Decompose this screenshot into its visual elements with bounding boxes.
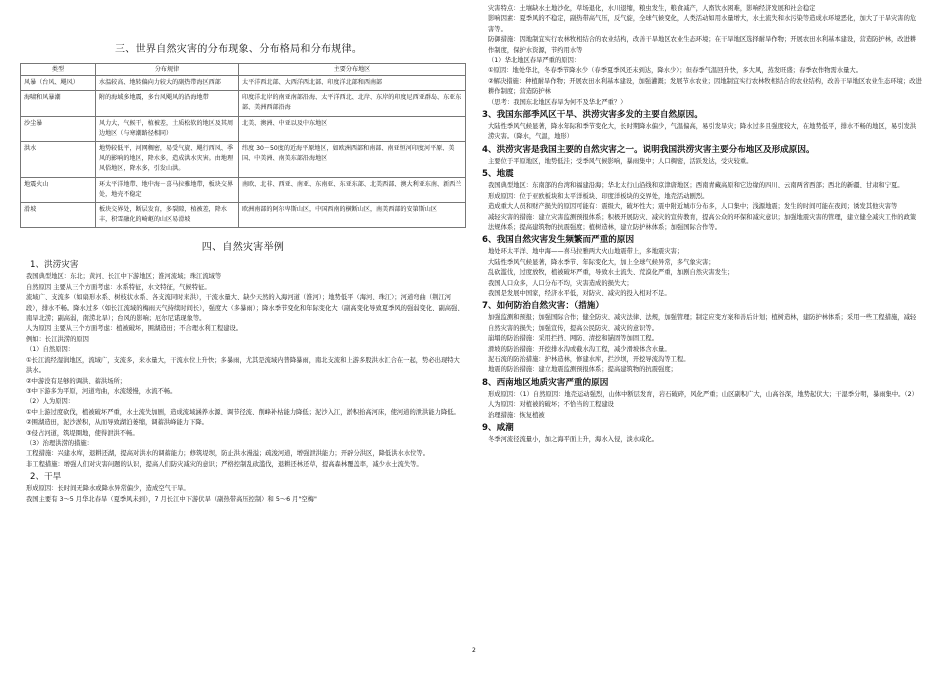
table-cell: 地震火山 bbox=[21, 177, 96, 202]
paragraph: 我国典型地区：东南部的台湾和福建沿海；华北太行山沿线和京津唐地区；西南青藏高原和它边缘的四川、云南两省西部；西北的新疆、甘肃和宁夏。 bbox=[488, 182, 904, 190]
table-cell: 水温较高、地转偏向力较大的副热带海区西部 bbox=[96, 76, 239, 91]
table-cell: 洪水 bbox=[21, 142, 96, 178]
paragraph: ①中上游过度砍伐，植被破坏严重，水土流失加剧，造成流域涵养水源、调节径流、削峰补枯能力降低；泥沙入江，淤积抬高河床，使河道的泄洪能力降低。 bbox=[26, 408, 460, 416]
table-header-type: 类型 bbox=[21, 64, 96, 76]
paragraph: 主要位于平原地区，地势低洼；受季风气候影响，暴雨集中；人口稠密，活跃发达，受灾较重。 bbox=[488, 157, 753, 165]
heading-8: 8、西南地区地质灾害严重的原因 bbox=[482, 377, 609, 388]
disaster-distribution-table bbox=[20, 63, 466, 228]
section4-title: 四、自然灾害举例 bbox=[201, 242, 285, 254]
paragraph: 我国主要有 3～5 月华北春旱（夏季风未到），7 月长江中下游伏旱（副热带高压控制）和 5～6 月"空梅" bbox=[26, 495, 317, 503]
paragraph: ②解决措施：种植耐旱作物；开展农田水利基本建设，加强灌溉；发展节水农业；因地制宜实行农林牧相结合的农业结构，改善干旱地区农业生态环境；改进耕作制度；营造防护林 bbox=[488, 77, 922, 96]
table-cell: 印度洋北岸的南亚南部沿海、太平洋西北、北岸、东岸的印度尼西亚群岛、东亚东部、美洲西部沿海 bbox=[239, 91, 466, 116]
left-column bbox=[20, 38, 466, 505]
paragraph: 地震的防治措施：建立地震监测预报体系；提高建筑物的抗震强度； bbox=[488, 366, 677, 374]
table-cell: 南欧、北非、西亚、南亚、东南亚、东亚东部、北美西部、澳大利亚东南、新西兰 bbox=[239, 177, 466, 202]
paragraph: 泥石流的防治措施：护林造林，修建水库，拦沙坝，开挖导流沟等工程。 bbox=[488, 355, 690, 363]
table-cell: 北美、澳洲、中亚以及中东地区 bbox=[239, 116, 466, 141]
heading-9: 9、咸潮 bbox=[482, 423, 514, 433]
sub-heading: （1）华北地区春旱严重的原因： bbox=[488, 57, 581, 65]
heading-4: 4、洪涝灾害是我国主要的自然灾害之一。说明我国洪涝灾害主要分布地区及形成原因。 bbox=[482, 144, 815, 155]
heading-6: 6、我国自然灾害发生频繁而严重的原因 bbox=[482, 235, 635, 246]
paragraph: 例如：长江洪涝的原因 bbox=[26, 335, 89, 343]
paragraph: 我国典型地区：东北；黄河、长江中下游地区；淮河流域；珠江流域等 bbox=[26, 273, 222, 281]
paragraph: 灾害特点：土壤缺水土地沙化，草场退化，水川退缩，粮虫发生，粮食减产，人畜饮水困难，影响经济发展和社会稳定 bbox=[488, 5, 816, 12]
table-header-region: 主要分布地区 bbox=[239, 64, 466, 76]
table-row bbox=[21, 76, 466, 91]
table-cell: 风力大，气候干，植被差，土质松软的地区及其周边地区（与寒潮路径相同） bbox=[96, 116, 239, 141]
paragraph: 形成原因：长时间无降水或降水异常偏少，造成空气干旱。 bbox=[26, 485, 190, 493]
paragraph: ①原因：地处华北，冬春季节降水少（春季夏季风还未到达，降水少）；但春季气温回升快，多大风，蒸发旺盛；春季农作物需水量大。 bbox=[488, 67, 863, 75]
table-row bbox=[21, 177, 466, 202]
table-row bbox=[21, 116, 466, 141]
heading-5: 5、地震 bbox=[482, 169, 514, 180]
right-column bbox=[482, 4, 922, 445]
paragraph: 加强监测和预报；加强国际合作；健全防灾、减灾法律、法规，加强管理；制定应变方案和善后计划；植树造林，建防护林体系；采用一些工程措施，减轻自然灾害的损失；加强宣传，提高公民防灾、减灾的意识等。 bbox=[488, 314, 917, 332]
paragraph: 减轻灾害的措施：建立灾害监测预报体系；积极开展防灾、减灾的宣传教育，提高公众的环保和减灾意识；加强地震灾害的管理，建立健全减灾工作的政策法规体系；提高建筑物的抗震强度；植树造林，建立防护林体系；加强国际合作等。 bbox=[488, 213, 917, 231]
table-cell: 滑坡 bbox=[21, 203, 96, 228]
paragraph: 影响因素：夏季风的不稳定，副热带高气压，反气旋，全球气候变化，人类活动如用水量增大，水土流失和水污染等造成水环境恶化，加大了干旱灾害的危害等。 bbox=[488, 15, 917, 33]
paragraph: （思考：我国东北地区春旱为何不及华北严重？） bbox=[488, 98, 627, 106]
paragraph: 自然原因 主要从三个方面考虑：水系特征，水文特征，气候特征。 bbox=[26, 283, 211, 291]
heading-7: 7、如何防治自然灾害：（措施） bbox=[482, 301, 604, 312]
paragraph: 治理措施：恢复植被 bbox=[488, 411, 545, 419]
table-row bbox=[21, 142, 466, 178]
flood-heading: 1、洪涝灾害 bbox=[30, 260, 79, 271]
table-cell: 环太平洋地带、地中海－喜马拉雅地带，板块交界处，地壳不稳定 bbox=[96, 177, 239, 202]
paragraph: 大陆性季风气候显著，降水季节、年际变化大，加上全球气候异常，多气象灾害； bbox=[488, 258, 715, 266]
paragraph: 崩塌的防治措施：采用拦挡、网防、清挖和锚固等加固工程。 bbox=[488, 335, 659, 343]
paragraph: 工程措施：兴建水库，退耕还湖，提高对洪水的调蓄能力；修筑堤坝，防止洪水漫溢；疏浚河道，增强泄洪能力；开辟分洪区，降低洪水水位等。 bbox=[26, 450, 429, 458]
paragraph: 形成原因：位于亚欧板块和太平洋板块、印度洋板块的交界处，地壳活动剧烈。 bbox=[488, 192, 709, 200]
drought-heading: 2、干旱 bbox=[30, 472, 62, 483]
paragraph: （1）自然原因： bbox=[26, 346, 75, 354]
section3-title: 三、世界自然灾害的分布现象、分布格局和分布规律。 bbox=[115, 44, 363, 55]
table-cell: 欧洲南部的阿尔卑斯山区，中国西南的横断山区，南美西部的安第斯山区 bbox=[239, 203, 466, 228]
table-cell: 沙尘暴 bbox=[21, 116, 96, 141]
table-cell: 附的海域多地震，多台风飓风的沿海地带 bbox=[96, 91, 239, 116]
table-row bbox=[21, 203, 466, 228]
paragraph: 滑坡的防治措施：开挖排水沟或截水沟工程，减少滑坡体含水量。 bbox=[488, 345, 671, 353]
table-cell: 地势较低平，河网稠密，易受气旋、飓行西风、季风的影响的地区，降水多，造成洪水灾害。由地理风俗地区，降水多，引发山洪。 bbox=[96, 142, 239, 178]
paragraph: 冬季河流径流量小，加之海平面上升，海水入侵，淡水咸化。 bbox=[488, 436, 659, 443]
paragraph: （2）人为原因： bbox=[26, 398, 75, 406]
paragraph: 乱砍滥伐，过度放牧，植被破坏严重，导致水土流失、荒漠化严重，加剧自然灾害发生； bbox=[488, 269, 734, 277]
table-cell: 海啸和风暴潮 bbox=[21, 91, 96, 116]
table-row bbox=[21, 91, 466, 116]
paragraph: ③中下游多为平原，河道弯曲，水流缓慢，水流不畅。 bbox=[26, 387, 177, 395]
paragraph: ②中游没有足够的调洪、蓄洪场所； bbox=[26, 377, 127, 385]
paragraph: 我国人口众多，人口分布不均，灾害造成的损失大； bbox=[488, 279, 633, 287]
heading-3: 3、我国东部季风区干旱、洪涝灾害多发的主要自然原因。 bbox=[482, 110, 703, 121]
table-header-pattern: 分布规律 bbox=[96, 64, 239, 76]
paragraph: 人为原因 主要从三个方面考虑：植被破坏，围湖造田；不合理水利工程建设。 bbox=[26, 325, 243, 333]
paragraph: 我国是发展中国家，经济水平低，对防灾、减灾的投入相对不足。 bbox=[488, 289, 671, 297]
paragraph: ②围湖造田，泥沙淤积，从而导致湖泊萎缩，调蓄洪峰能力下降。 bbox=[26, 419, 208, 427]
paragraph: （3）治理洪涝的措施： bbox=[26, 439, 93, 447]
paragraph: 非工程措施：增强人们对灾害问题的认识，提高人们防灾减灾的意识；严格控制乱砍滥伐，退耕还林还草，提高森林覆盖率，减少水土流失等。 bbox=[26, 460, 423, 468]
paragraph: 流域广、支流多（如扇形水系、树枝状水系、各支流同时来洪），干流水量大、缺少天然的入海河道（淮河）；地势低平（海河、珠江）；河道弯曲（荆江河段），排水不畅。降水过多（如长江流域的梅雨天气持续时间长），强度大（多暴雨）；降水季节变化和年际变化大（副高变化导致夏季风的强弱变化、副高强、南旱北涝；副高弱，南涝北旱）；台风的影响；厄尔尼诺现象等。 bbox=[26, 294, 464, 323]
table-cell: 板块交界处，断层发育，多裂隙，植被差，降水丰，积雪融化的崎岖的山区易滑坡 bbox=[96, 203, 239, 228]
paragraph: 防御措施：因地制宜实行农林牧相结合的农业结构，改善干旱地区农业生态环境；在干旱地区选择耐旱作物；开展农田水利基本建设，营造防护林，改进耕作制度，保护水资源，节约用水等 bbox=[488, 36, 917, 54]
paragraph: 大陆性季风气候显著，降水年际和季节变化大，长时期降水偏少，气温偏高，易引发旱灾；降水过多且强度较大，在地势低平，排水不畅的地区，易引发洪涝灾害。（降水，气温，地形） bbox=[488, 123, 917, 141]
paragraph: ③侵占河道，筑堤圈地，使得泄洪不畅。 bbox=[26, 429, 139, 437]
paragraph: 造成重大人员和财产损失的原因可能有：震级大，破坏性大；震中附近城市分布多，人口集中；浅源地震；发生的时间可能在夜间；诱发其他灾害等 bbox=[488, 203, 898, 211]
paragraph: 地处环太平洋、地中海——喜马拉雅两大火山地震带上，多地震灾害； bbox=[488, 248, 684, 256]
table-header-row bbox=[21, 64, 466, 76]
table-cell: 风暴（台风、飓风） bbox=[21, 76, 96, 91]
page-number: 2 bbox=[472, 647, 476, 654]
table-cell: 太平洋西北部、大西洋西北部、印度洋北部和西南部 bbox=[239, 76, 466, 91]
table-cell: 纬度 30－50度的近海平原地区，如欧洲西部和南部、南亚恒河印度河平原、美国、中美洲、南美东部沿海地区 bbox=[239, 142, 466, 178]
paragraph: 形成原因：（1）自然原因：地壳运动强烈，山体中断层发育，岩石破碎，风化严重；山区副积广大，山高谷深，地势起伏大；干湿季分明，暴雨集中。（2）人为原因：对植被的破坏；不恰当的工程建设 bbox=[488, 390, 918, 409]
paragraph: ①长江流经湿润地区，流域广，支流多，来水量大，干流水位上升快；多暴雨，尤其是流域内普降暴雨，南北支流和上游多股洪水汇合在一起，势必出现特大洪水。 bbox=[26, 356, 460, 375]
